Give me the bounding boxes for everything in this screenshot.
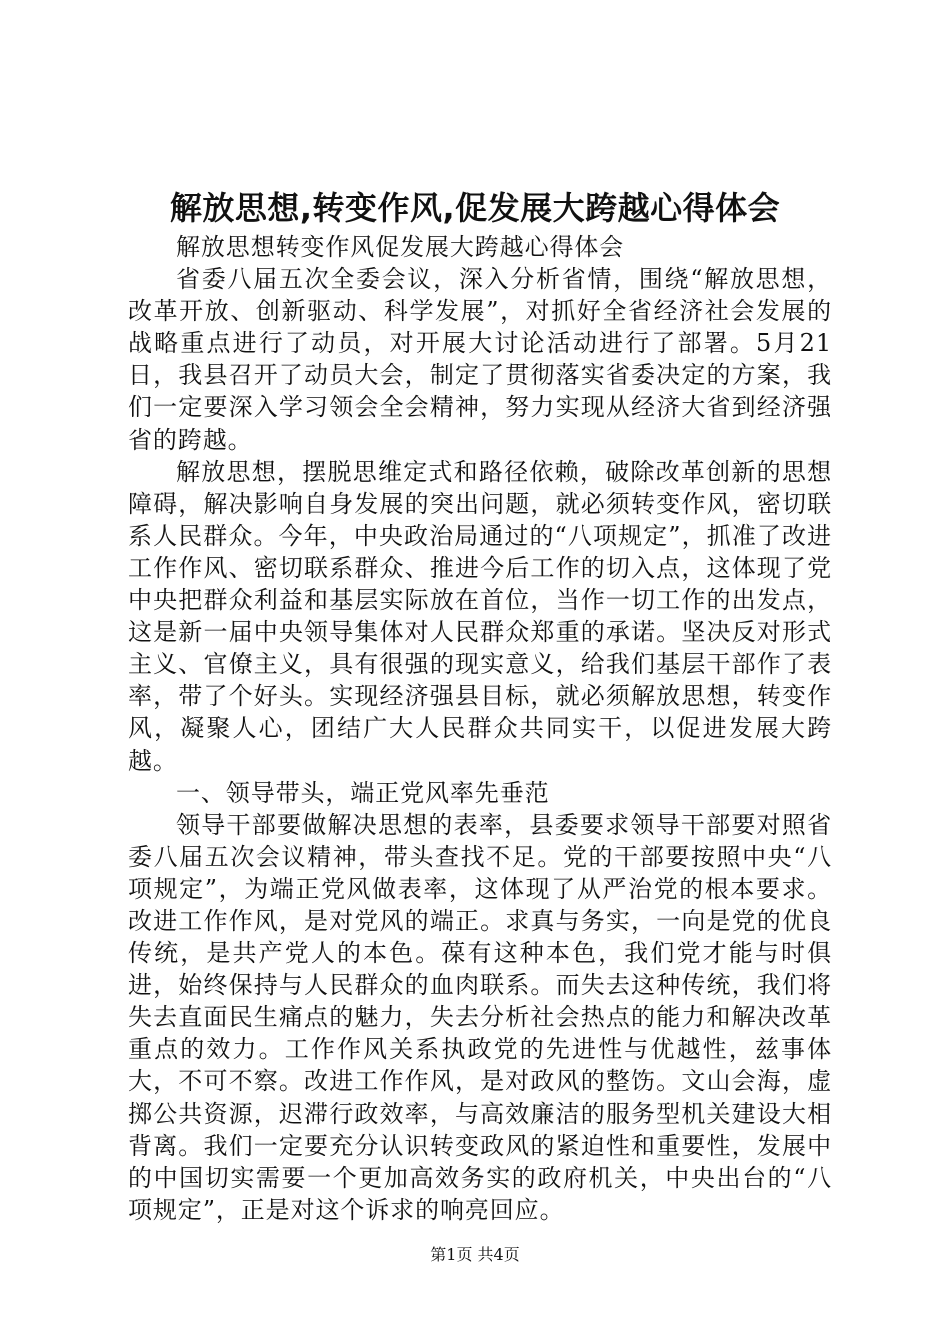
subtitle-paragraph: 解放思想转变作风促发展大跨越心得体会 <box>176 233 625 261</box>
page-footer: 第1页 共4页 <box>430 1245 520 1264</box>
body-paragraph: 省委八届五次全委会议，深入分析省情，围绕“解放思想，改革开放、创新驱动、科学发展”，对抓好全省经济社会发展的战略重点进行了动员，对开展大讨论活动进行了部署。5月21日，我县召开了动员大会，制定了贯彻落实省委决定的方案，我们一定要深入学习领会全会精神，努力实现从经济大省到经济强省的跨越。 <box>128 265 832 454</box>
body-paragraph: 解放思想，摆脱思维定式和路径依赖，破除改革创新的思想障碍，解决影响自身发展的突出问题，就必须转变作风，密切联系人民群众。今年，中央政治局通过的“八项规定”，抓准了改进工作作风、密切联系群众、推进今后工作的切入点，这体现了党中央把群众利益和基层实际放在首位，当作一切工作的出发点，这是新一届中央领导集体对人民群众郑重的承诺。坚决反对形式主义、官僚主义，具有很强的现实意义，给我们基层干部作了表率，带了个好头。实现经济强县目标，就必须解放思想，转变作风，凝聚人心，团结广大人民群众共同实干，以促进发展大跨越。 <box>128 457 832 775</box>
section-heading: 一、领导带头，端正党风率先垂范 <box>176 778 550 807</box>
document-title: 解放思想,转变作风,促发展大跨越心得体会 <box>169 189 781 227</box>
body-paragraph: 领导干部要做解决思想的表率，县委要求领导干部要对照省委八届五次会议精神，带头查找不足。党的干部要按照中央“八项规定”，为端正党风做表率，这体现了从严治党的根本要求。改进工作作风，是对党风的端正。求真与务实，一向是党的优良传统，是共产党人的本色。葆有这种本色，我们党才能与时俱进，始终保持与人民群众的血肉联系。而失去这种传统，我们将失去直面民生痛点的魅力，失去分析社会热点的能力和解决改革重点的效力。工作作风关系执政党的先进性与优越性，兹事体大，不可不察。改进工作作风，是对政风的整饬。文山会海，虚掷公共资源，迟滞行政效率，与高效廉洁的服务型机关建设大相背离。我们一定要充分认识转变政风的紧迫性和重要性，发展中的中国切实需要一个更加高效务实的政府机关，中央出台的“八项规定”，正是对这个诉求的响亮回应。 <box>128 810 832 1224</box>
document-body <box>128 231 832 1226</box>
